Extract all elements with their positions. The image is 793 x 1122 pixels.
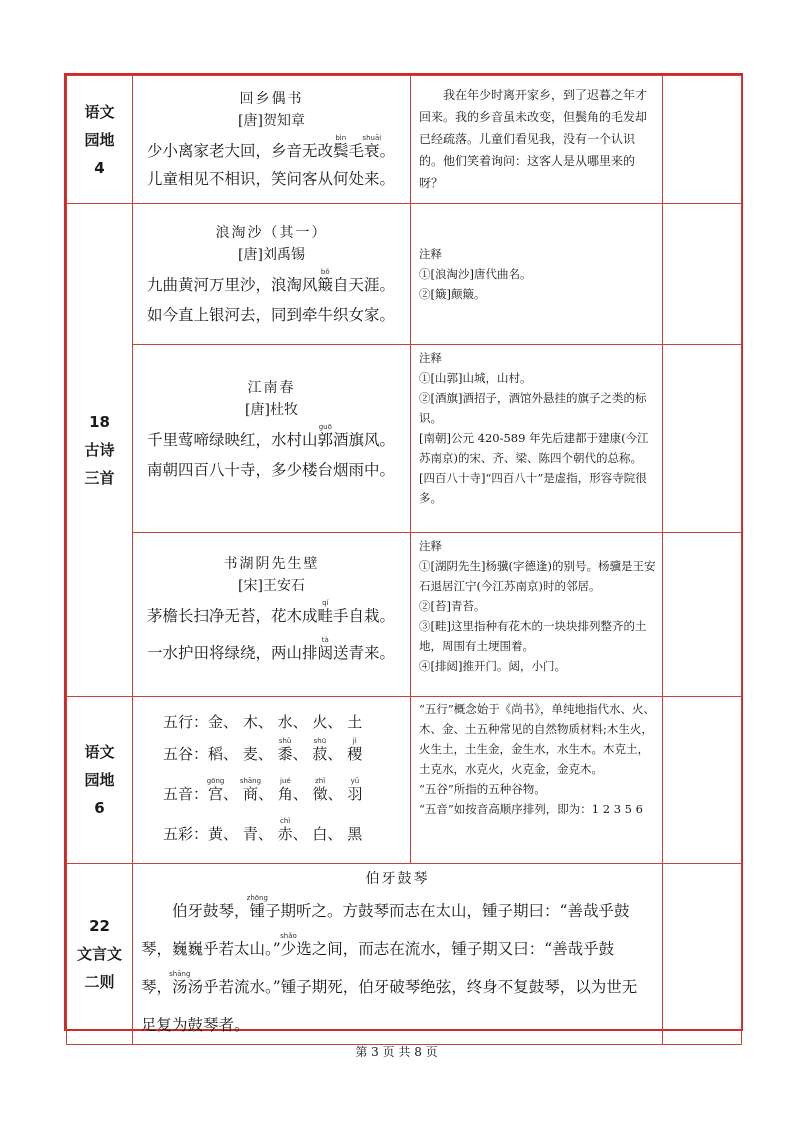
blank-cell: [663, 864, 742, 1045]
poem-author: [唐]贺知章: [238, 113, 305, 129]
poem-title: 书湖阴先生壁: [223, 556, 320, 572]
term-row-wugu: 五谷：稻、 麦、 黍shǔ、 菽shū、 稷jì: [163, 737, 363, 763]
poem-line: 一水护田将绿绕，两山排闼tà送青来。: [147, 636, 396, 662]
prose-cell: [133, 864, 663, 1045]
terms-list: [133, 697, 410, 847]
poem-cell: [133, 533, 411, 697]
notes: 注释 ①[浪淘沙]唐代曲名。 ②[簸]颠簸。: [419, 247, 532, 301]
prose-title: 伯牙鼓琴: [365, 871, 430, 887]
unit-label: 22 文言文 二则: [67, 864, 133, 1045]
blank-cell: [663, 204, 742, 345]
poem-line: 南朝四百八十寺，多少楼台烟雨中。: [147, 461, 396, 479]
notes-cell: [411, 533, 663, 697]
translation-cell: [411, 76, 663, 204]
poem-author: [宋]王安石: [238, 578, 305, 594]
poem-line: 儿童相见不相识，笑问客从何处来。: [147, 170, 396, 188]
blank-cell: [663, 345, 742, 533]
blank-cell: [663, 76, 742, 204]
blank-cell: [663, 697, 742, 864]
notes-cell: [411, 697, 663, 864]
poem-line: 如今直上银河去，同到牵牛织女家。: [147, 306, 396, 324]
notes: 注释 ①[湖阴先生]杨骥(字德逢)的别号。杨骥是王安石退居江宁(今江苏南京)时的邻居。 ②[苔]青苔。 ③[畦]这里指种有花木的一块块排列整齐的土地，周围有土埂围着。 ④[排闼]推开门。闼，小门。: [419, 539, 656, 673]
page-footer: 第 3 页 共 8 页: [355, 1045, 438, 1059]
poem-author: [唐]刘禹锡: [238, 247, 305, 263]
poem-cell: [133, 345, 411, 533]
poem-title: 江南春: [247, 380, 296, 396]
unit-label: 语文 园地 4: [67, 76, 133, 204]
poem-line: 九曲黄河万里沙，浪淘风簸bǒ自天涯。: [147, 268, 396, 294]
unit-label: 语文 园地 6: [67, 697, 133, 864]
notes-cell: [411, 345, 663, 533]
poem-cell: [133, 204, 411, 345]
terms-cell: [133, 697, 411, 864]
lesson-table: [66, 75, 742, 1045]
term-row-wuyin: 五音：宫gōng、 商shāng、 角jué、 徵zhǐ、 羽yǔ: [163, 777, 363, 803]
translation-text: 我在年少时离开家乡，到了迟暮之年才回来。我的乡音虽未改变，但鬓角的毛发却已经疏落。儿童们看见我，没有一个认识的。他们笑着询问：这客人是从哪里来的呀？: [419, 88, 648, 190]
poem-author: [唐]杜牧: [245, 402, 298, 418]
poem-line: 少小离家老大回，乡音无改鬓bìn毛衰shuāi。: [147, 134, 396, 160]
poem-title: 浪淘沙（其一）: [215, 225, 328, 241]
poem-line: 茅檐长扫净无苔，花木成畦qí手自栽。: [147, 599, 396, 625]
notes-cell: [411, 204, 663, 345]
notes: “五行”概念始于《尚书》，单纯地指代水、火、木、金、土五种常见的自然物质材料;木生火，火生土，土生金，金生水，水生木。木克土，土克水，水克火，火克金，金克木。 “五谷”所指的五种谷物。 “五音”如按音高顺序排列，即为：1 2 3 5 6: [419, 702, 656, 816]
term-row-wucai: 五彩：黄、 青、 赤chì、 白、 黑: [163, 817, 363, 843]
term-row-wuxing: 五行：金、 木、 水、 火、 土: [163, 713, 363, 731]
poem-line: 千里莺啼绿映红，水村山郭guō酒旗风。: [147, 423, 396, 449]
unit-label: 18 古诗 三首: [67, 204, 133, 697]
blank-cell: [663, 533, 742, 697]
poem-title: 回乡偶书: [239, 91, 304, 107]
prose-text: 伯牙鼓琴，锺zhōng子期听之。方鼓琴而志在太山，锺子期曰：“善哉乎鼓琴，巍巍乎若太山。”少shǎo选之间，而志在流水，锺子期又曰：“善哉乎鼓琴，汤shāng汤乎若流水。”锺子期死，伯牙破琴绝弦，终身不复鼓琴，以为世无足复为鼓琴者。: [141, 894, 638, 1034]
poem-cell: [133, 76, 411, 204]
notes: 注释 ①[山郭]山城，山村。 ②[酒旗]酒招子，酒馆外悬挂的旗子之类的标识。 [南朝]公元 420-589 年先后建都于建康(今江苏南京)的宋、齐、梁、陈四个朝代的总称。 [四百八十寺]“四百八十”是虚指，形容寺院很多。: [419, 351, 649, 505]
